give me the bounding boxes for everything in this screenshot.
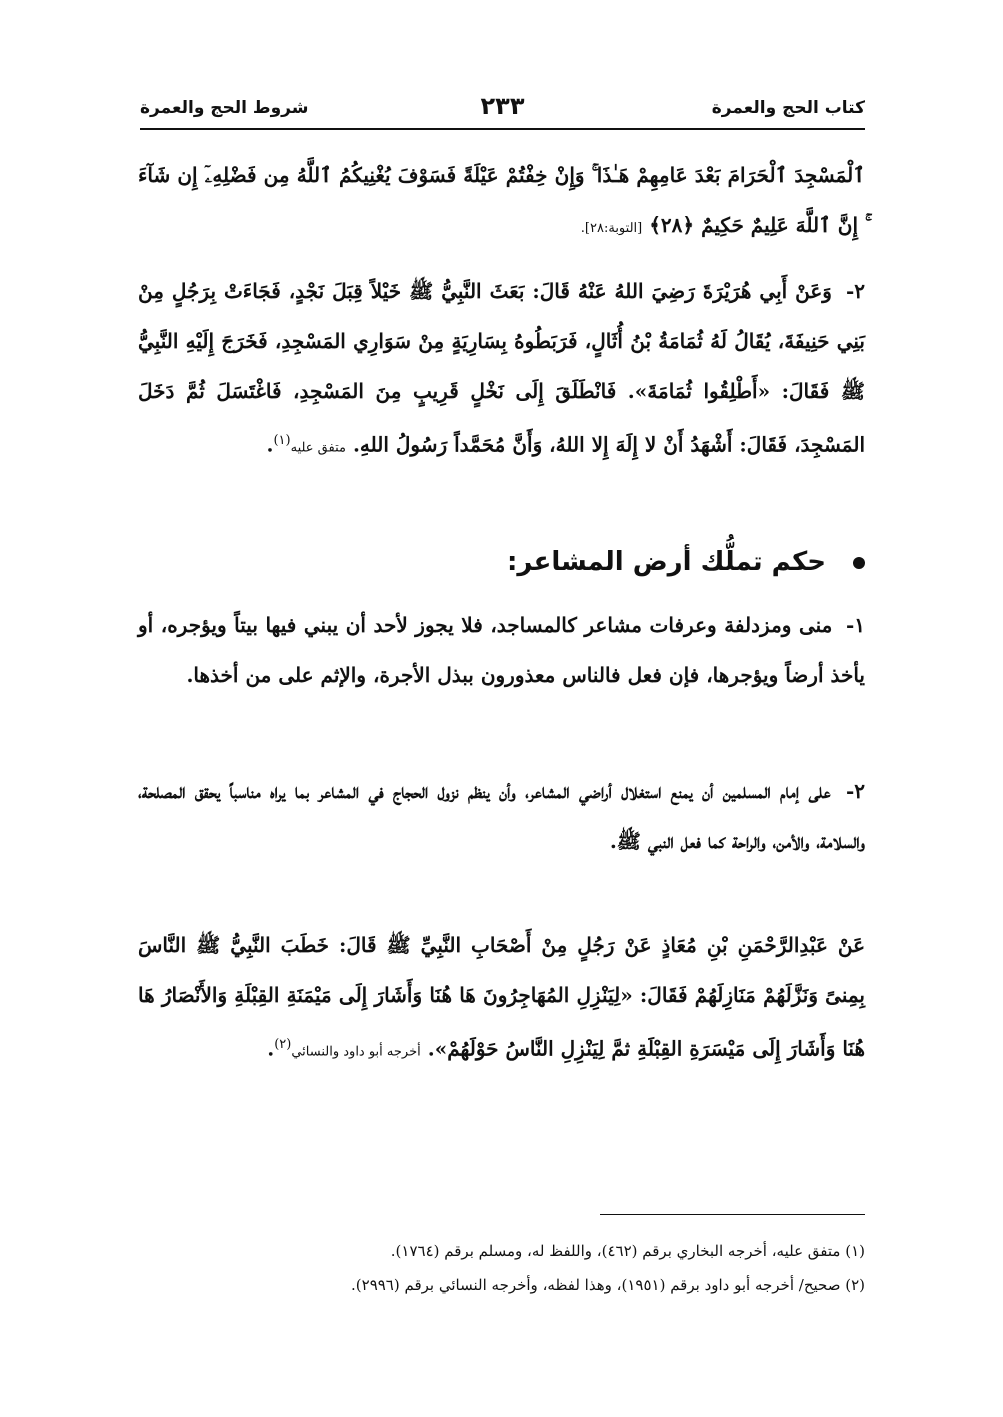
- hadith-text: عَنْ عَبْدِالرَّحْمَنِ بْنِ مُعَاذٍ عَنْ رَجُلٍ مِنْ أَصْحَابِ النَّبِيِّ ﷺ قَالَ: خَطَبَ النَّبِيُّ ﷺ النَّاسَ بِمِنىً وَنَزَّلَهُمْ مَنَازِلَهُمْ فَقَالَ: «لِيَنْزِلِ المُهَاجِرُونَ هَا هُنَا وَأَشَارَ إِلَى مَيْمَنَةِ القِبْلَةِ وَالأَنْصَارُ هَا هُنَا وَأَشَارَ إِلَى مَيْسَرَةِ القِبْلَةِ ثمَّ لِيَنْزِلِ النَّاسُ حَوْلَهُمْ».: [138, 933, 865, 1061]
- header-divider: [140, 128, 865, 130]
- footnote-2: (٢) صحيح/ أخرجه أبو داود برقم (١٩٥١)، وهذا لفظه، وأخرجه النسائي برقم (٢٩٩٦).: [351, 1276, 865, 1294]
- section-heading: [138, 540, 865, 584]
- rule-1: [138, 600, 865, 700]
- running-header: [140, 92, 865, 124]
- footnote-marker[interactable]: (١): [273, 433, 291, 448]
- hadith-2: [138, 266, 865, 474]
- rule-text: على إمام المسلمين أن يمنع استغلال أراضي المشاعر، وأن ينظم نزول الحجاج في المشاعر بما يراه مناسباً يحقق المصلحة، والسلامة، والأمن، والراحة كما فعل النبي ﷺ.: [138, 779, 865, 853]
- hadith-source: متفق عليه: [290, 440, 346, 456]
- item-number: ٢-: [845, 279, 865, 303]
- header-book-title: كتاب الحج والعمرة: [711, 98, 865, 118]
- item-number: ٢-: [845, 779, 866, 803]
- hadith-text: وَعَنْ أَبِي هُرَيْرَةَ رَضِيَ اللهُ عَنْهُ قَالَ: بَعَثَ النَّبِيُّ ﷺ خَيْلاً قِبَلَ نَجْدٍ، فَجَاءَتْ بِرَجُلٍ مِنْ بَنِي حَنِيفَةَ، يُقَالُ لَهُ ثُمَامَةُ بْنُ أُثَالٍ، فَرَبَطُوهُ بِسَارِيَةٍ مِنْ سَوَارِي المَسْجِدِ، فَخَرَجَ إِلَيْهِ النَّبِيُّ ﷺ فَقَالَ: «أَطْلِقُوا ثُمَامَةَ». فَانْطَلَقَ إِلَى نَخْلٍ قَرِيبٍ مِنَ المَسْجِدِ، فَاغْتَسَلَ ثُمَّ دَخَلَ المَسْجِدَ، فَقَالَ: أَشْهَدُ أَنْ لا إِلَهَ إِلا اللهُ، وَأَنَّ مُحَمَّداً رَسُولُ اللهِ.: [138, 279, 865, 457]
- quran-verse-block: [138, 150, 865, 254]
- quran-reference: [التوبة:٢٨].: [580, 221, 643, 236]
- hadith-source: أخرجه أبو داود والنسائي: [291, 1044, 421, 1060]
- page-number: ٢٣٣: [480, 92, 525, 120]
- footnote-1: (١) متفق عليه، أخرجه البخاري برقم (٤٦٢)، واللفظ له، ومسلم برقم (١٧٦٤).: [390, 1242, 865, 1260]
- end-punct: .: [267, 1036, 275, 1061]
- footnotes: [138, 1234, 865, 1302]
- end-punct: .: [266, 432, 274, 457]
- rule-text: منى ومزدلفة وعرفات مشاعر كالمساجد، فلا يجوز لأحد أن يبني فيها بيتاً ويؤجره، أو يأخذ أرضاً ويؤجرها، فإن فعل فالناس معذورون ببذل الأجرة، والإثم على من أخذها.: [138, 613, 865, 687]
- header-chapter-title: شروط الحج والعمرة: [140, 98, 309, 118]
- quran-verse: ٱلْمَسْجِدَ ٱلْحَرَامَ بَعْدَ عَامِهِمْ هَـٰذَا ۚ وَإِنْ خِفْتُمْ عَيْلَةً فَسَوْفَ يُغْنِيكُمُ ٱللَّهُ مِن فَضْلِهِۦٓ إِن شَآءَ ۚ إِنَّ ٱللَّهَ عَلِيمٌ حَكِيمٌ ﴿٢٨﴾: [138, 163, 865, 237]
- footnote-divider: [600, 1214, 865, 1215]
- hadith-3: [138, 920, 865, 1078]
- heading-text: حكم تملُّك أرض المشاعر:: [507, 547, 826, 577]
- footnote-marker[interactable]: (٢): [274, 1037, 292, 1052]
- bullet-icon: [853, 557, 865, 569]
- rule-2: [138, 766, 865, 866]
- item-number: ١-: [845, 613, 866, 637]
